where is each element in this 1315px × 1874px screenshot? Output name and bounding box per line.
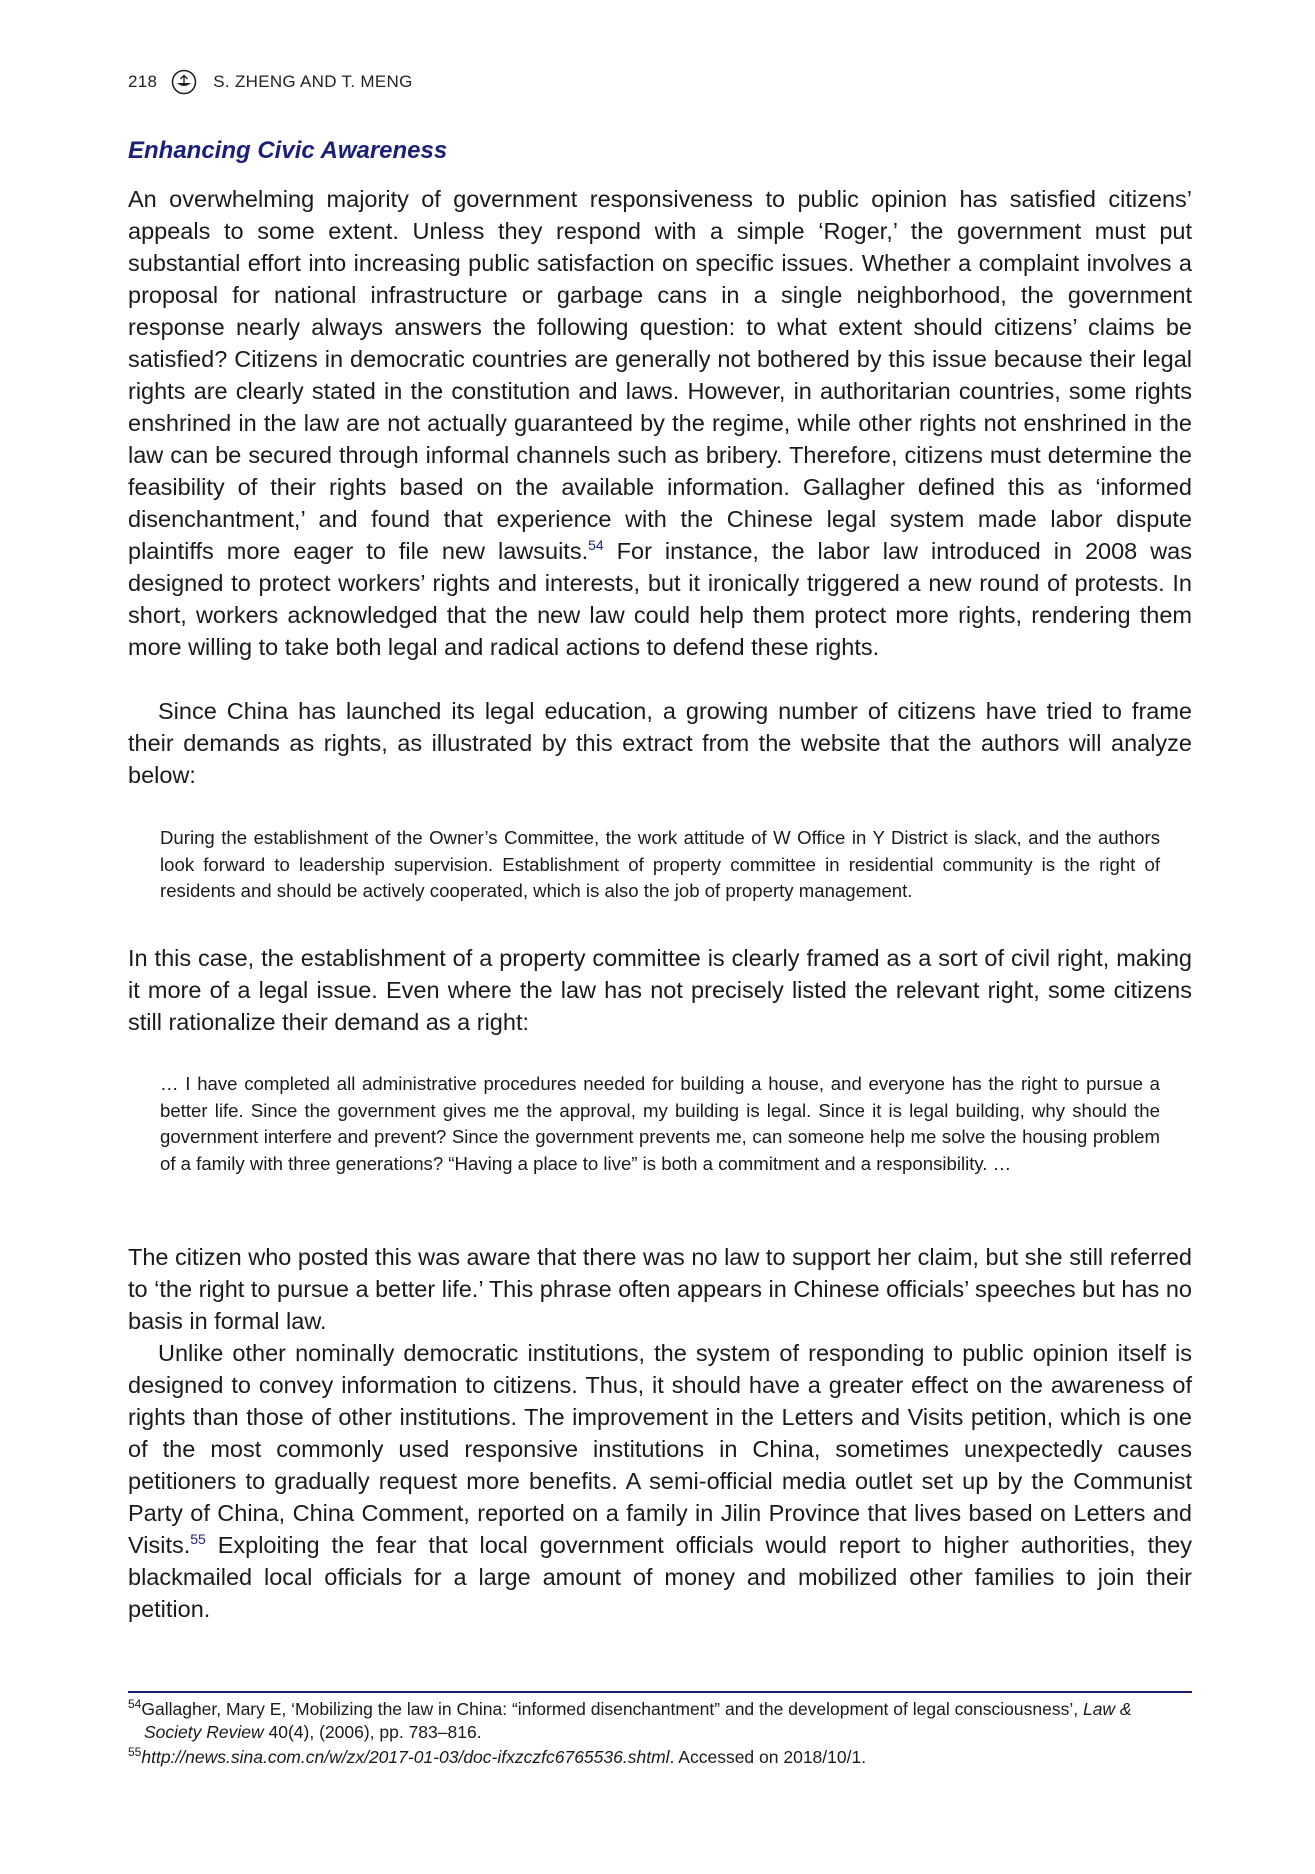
running-head (128, 70, 413, 94)
footnote-54-journal: Law & (1082, 1699, 1132, 1719)
paragraph-1 (128, 183, 1192, 663)
footnote-55-mark: 55 (128, 1745, 142, 1759)
footnote-54-mark: 54 (128, 1697, 142, 1711)
paragraph-3: In this case, the establishment of a property committee is clearly framed as a sort of civil right, making it more of a legal issue. Even where the law has not precisely listed the relevant right, some citizens still rationalize their demand as a right: (128, 945, 1192, 1035)
footnote-54-text-b: 40(4), (2006), pp. 783–816. (263, 1722, 482, 1742)
paragraph-2: Since China has launched its legal education, a growing number of citizens have tried to frame their demands as rights, as illustrated by this extract from the website that the authors will analyze below: (128, 698, 1192, 788)
block-quote-2: … I have completed all administrative procedures needed for building a house, and everyone has the right to pursue a better life. Since the government gives me the approval, my building is legal. Since it is legal building, why should the government interfere and prevent? Since the government prevents me, can someone help me solve the housing problem of a family with three generations? “Having a place to live” is both a commitment and a responsibility. … (160, 1073, 1160, 1174)
block-quote-1: During the establishment of the Owner’s Committee, the work attitude of W Office in Y District is slack, and the authors look forward to leadership supervision. Establishment of property committee in residential community is the right of residents and should be actively cooperated, which is also the job of property management. (160, 827, 1160, 901)
paragraph-5-text-b: Exploiting the fear that local government officials would report to higher authorities, they blackmailed local officials for a large amount of money and mobilized other families to join their petition. (128, 1532, 1192, 1622)
paragraph-1-text-a: An overwhelming majority of government responsiveness to public opinion has satisfied citizens’ appeals to some extent. Unless they respond with a simple ‘Roger,’ the government must put substantial effort into increasing public satisfaction on specific issues. Whether a complaint involves a proposal for national infrastructure or garbage cans in a single neighborhood, the government response nearly always answers the following question: to what extent should citizens’ claims be satisfied? Citizens in democratic countries are generally not bothered by this issue because their legal rights are clearly stated in the constitution and laws. However, in authoritarian countries, some rights enshrined in the law are not actually guaranteed by the regime, while other rights not enshrined in the law can be secured through informal channels such as bribery. Therefore, citizens must determine the feasibility of their rights based on the available information. Gallagher defined this as ‘informed disenchantment,’ and found that experience with the Chinese legal system made labor dispute plaintiffs more eager to file new lawsuits. (128, 186, 1192, 564)
footnote-ref-55[interactable]: 55 (190, 1531, 206, 1547)
footnote-ref-54[interactable]: 54 (588, 537, 604, 553)
publisher-logo-icon (171, 69, 197, 95)
footnote-54 (128, 1698, 1192, 1744)
paragraph-5-text-a: Unlike other nominally democratic institutions, the system of responding to public opinion itself is designed to convey information to citizens. Thus, it should have a greater effect on the awareness of rights than those of other institutions. The improvement in the Letters and Visits petition, which is one of the most commonly used responsive institutions in China, sometimes unexpectedly causes petitioners to gradually request more benefits. A semi-official media outlet set up by the Communist Party of China, China Comment, reported on a family in Jilin Province that lives based on Letters and Visits. (128, 1340, 1192, 1558)
paragraph-1-text-b: For instance, the labor law introduced in 2008 was designed to protect workers’ rights and interests, but it ironically triggered a new round of protests. In short, workers acknowledged that the new law could help them protect more rights, rendering them more willing to take both legal and radical actions to defend these rights. (128, 538, 1193, 660)
paragraph-5 (128, 1337, 1192, 1625)
page-number: 218 (128, 72, 158, 91)
section-heading: Enhancing Civic Awareness (128, 137, 448, 164)
footnote-54-journal-cont: Society Review (144, 1722, 264, 1742)
footnote-54-text-a: Gallagher, Mary E, ‘Mobilizing the law in China: “informed disenchantment” and the development of legal consciousness’, (141, 1699, 1083, 1719)
footnote-55-link[interactable]: http://news.sina.com.cn/w/zx/2017-01-03/doc-ifxzczfc6765536.shtml (141, 1747, 670, 1767)
footnote-55-text: . Accessed on 2018/10/1. (669, 1747, 867, 1767)
footnote-55 (128, 1746, 1192, 1769)
running-head-authors: S. ZHENG AND T. MENG (213, 72, 413, 91)
paragraph-4: The citizen who posted this was aware that there was no law to support her claim, but she still referred to ‘the right to pursue a better life.’ This phrase often appears in Chinese officials’ speeches but has no basis in formal law. (128, 1244, 1192, 1334)
footnote-divider (128, 1691, 1192, 1693)
